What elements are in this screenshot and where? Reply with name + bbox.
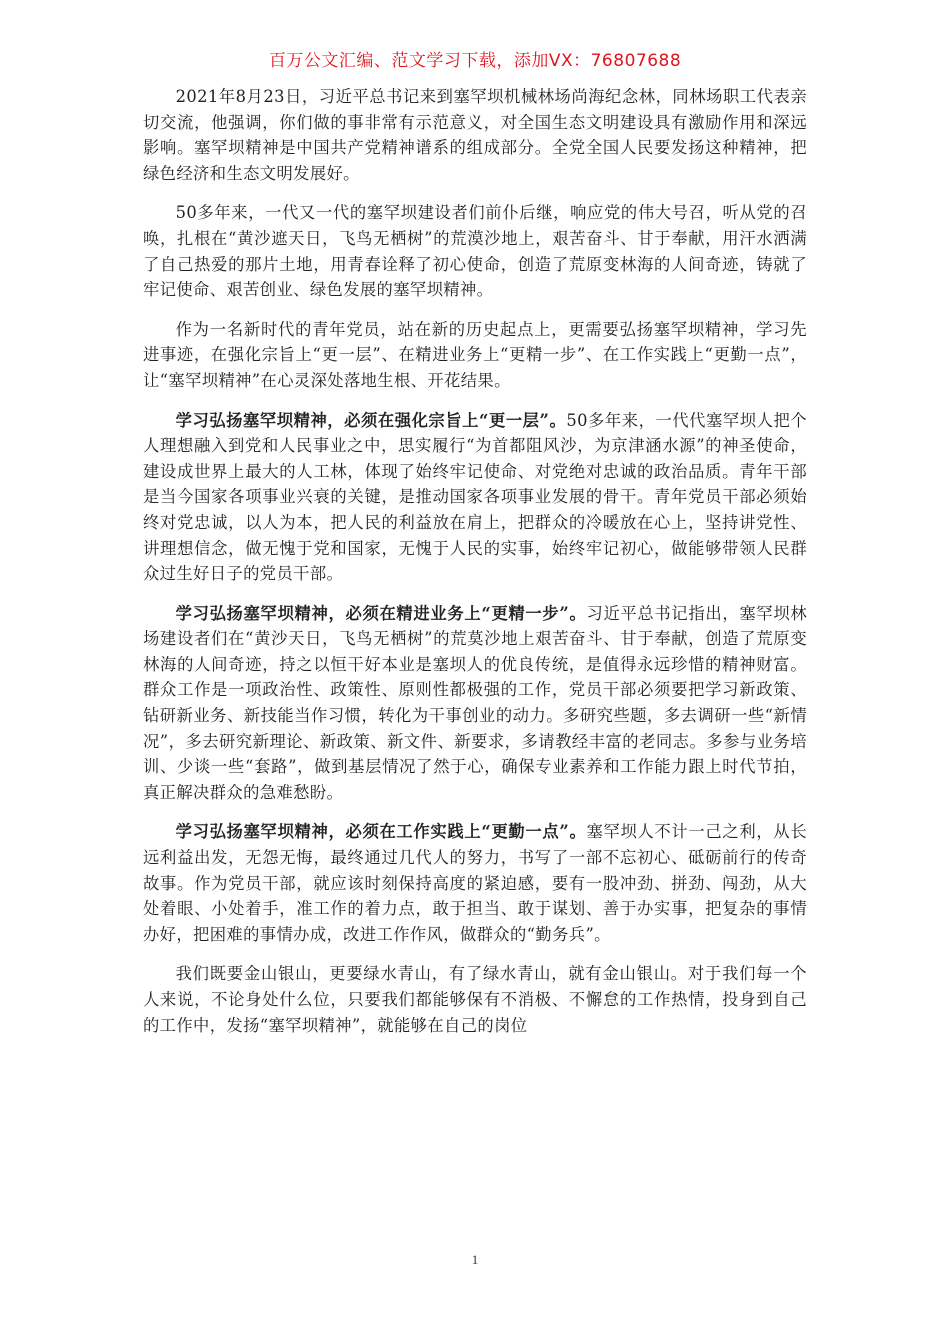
paragraph-7 xyxy=(143,961,807,1038)
paragraph-lead: 学习弘扬塞罕坝精神，必须在工作实践上“更勤一点”。 xyxy=(175,822,587,842)
header-banner: 百万公文汇编、范文学习下载，添加VX：76807688 xyxy=(268,51,682,71)
paragraph-2 xyxy=(143,200,807,302)
paragraph-text: 作为一名新时代的青年党员，站在新的历史起点上，更需要弘扬塞罕坝精神，学习先进事迹，在强化宗旨上“更一层”、在精进业务上“更精一步”、在工作实践上“更勤一点”，让“塞罕坝精神”在心灵深处落地生根、开花结果。 xyxy=(143,319,807,390)
paragraph-1 xyxy=(143,84,807,186)
paragraph-text: 50多年来，一代代塞罕坝人把个人理想融入到党和人民事业之中，思实履行“为首都阻风沙，为京津涵水源”的神圣使命，建设成世界上最大的人工林，体现了始终牢记使命、对党绝对忠诚的政治品质。青年干部是当今国家各项事业兴衰的关键，是推动国家各项事业发展的骨干。青年党员干部必须始终对党忠诚，以人为本，把人民的利益放在肩上，把群众的冷暖放在心上，坚持讲党性、讲理想信念，做无愧于党和国家，无愧于人民的实事，始终牢记初心，做能够带领人民群众过生好日子的党员干部。 xyxy=(143,410,808,584)
page-number: 1 xyxy=(471,1252,479,1267)
document-body xyxy=(143,84,807,1052)
paragraph-text: 塞罕坝人不计一己之利，从长远利益出发，无怨无悔，最终通过几代人的努力，书写了一部不忘初心、砥砺前行的传奇故事。作为党员干部，就应该时刻保持高度的紧迫感，要有一股冲劲、拼劲、闯劲，从大处着眼、小处着手，准工作的着力点，敢于担当、敢于谋划、善于办实事，把复杂的事情办好，把困难的事情办成，改进工作作风，做群众的“勤务兵”。 xyxy=(143,822,808,944)
paragraph-lead: 学习弘扬塞罕坝精神，必须在强化宗旨上“更一层”。 xyxy=(175,410,567,430)
paragraph-text: 50多年来，一代又一代的塞罕坝建设者们前仆后继，响应党的伟大号召，听从党的召唤，扎根在“黄沙遮天日，飞鸟无栖树”的荒漠沙地上，艰苦奋斗、甘于奉献，用汗水洒满了自己热爱的那片土地，用青春诠释了初心使命，创造了荒原变林海的人间奇迹，铸就了牢记使命、艰苦创业、绿色发展的塞罕坝精神。 xyxy=(143,203,807,300)
paragraph-5 xyxy=(143,601,807,806)
paragraph-text: 习近平总书记指出，塞罕坝林场建设者们在“黄沙天日，飞鸟无栖树”的荒莫沙地上艰苦奋斗、甘于奉献，创造了荒原变林海的人间奇迹，持之以恒干好本业是塞坝人的优良传统，是值得永远珍惜的精神财富。群众工作是一项政治性、政策性、原则性都极强的工作，党员干部必须要把学习新政策、钻研新业务、新技能当作习惯，转化为干事创业的动力。多研究些题，多去调研一些“新情况”，多去研究新理论、新政策、新文件、新要求，多请教经丰富的老同志。多参与业务培训、少谈一些“套路”，做到基层情况了然于心，确保专业素养和工作能力跟上时代节拍，真正解决群众的急难愁盼。 xyxy=(143,603,808,802)
paragraph-text: 2021年8月23日，习近平总书记来到塞罕坝机械林场尚海纪念林，同林场职工代表亲切交流，他强调，你们做的事非常有示范意义，对全国生态文明建设具有激励作用和深远影响。塞罕坝精神是中国共产党精神谱系的组成部分。全党全国人民要发扬这种精神，把绿色经济和生态文明发展好。 xyxy=(143,87,807,183)
paragraph-6 xyxy=(143,819,807,947)
paragraph-lead: 学习弘扬塞罕坝精神，必须在精进业务上“更精一步”。 xyxy=(175,603,587,623)
paragraph-4 xyxy=(143,408,807,587)
paragraph-text: 我们既要金山银山，更要绿水青山，有了绿水青山，就有金山银山。对于我们每一个人来说，不论身处什么位，只要我们都能够保有不消极、不懈怠的工作热情，投身到自己的工作中，发扬“塞罕坝精神”，就能够在自己的岗位 xyxy=(143,964,807,1035)
paragraph-3 xyxy=(143,317,807,394)
